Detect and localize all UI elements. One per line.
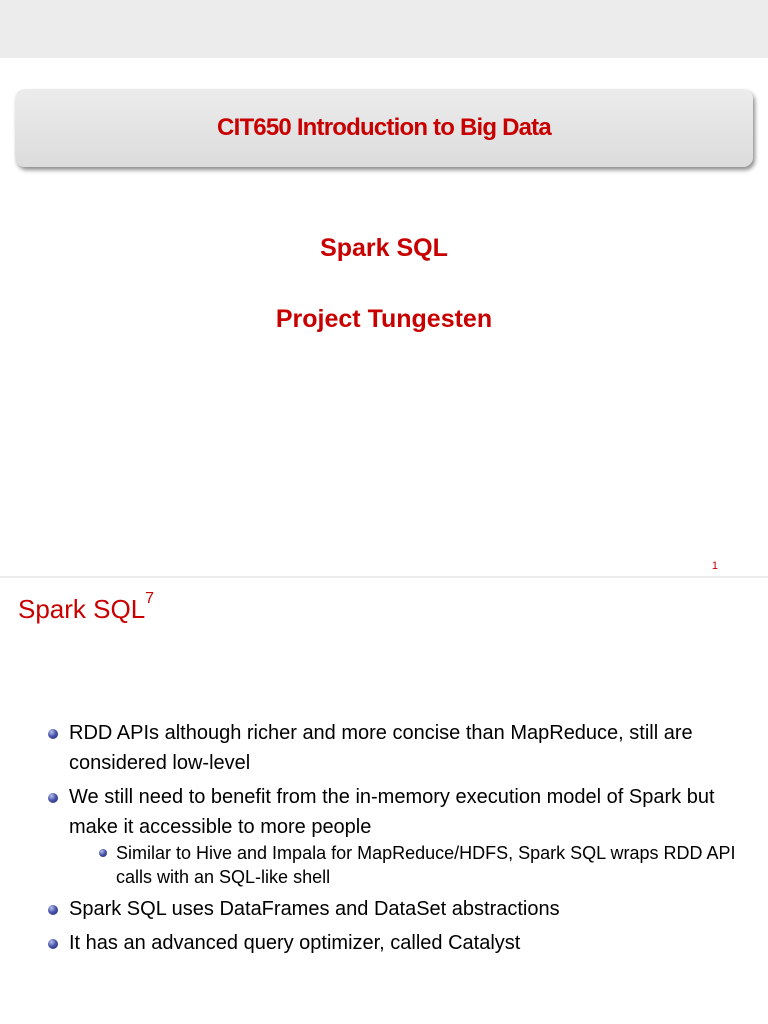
presentation-subtitle-1: Spark SQL <box>320 234 448 262</box>
title-box <box>15 89 753 167</box>
frame-title <box>18 590 155 625</box>
frame-title-text: Spark SQL <box>18 594 146 624</box>
blue-ball-bullet-icon <box>99 849 107 857</box>
sub-bullet-item <box>116 841 746 889</box>
blue-ball-bullet-icon <box>48 793 58 803</box>
sub-bullet-text: Similar to Hive and Impala for MapReduce/HDFS, Spark SQL wraps RDD API calls with an SQL-like shell <box>116 843 736 887</box>
bullet-item <box>69 928 749 958</box>
presentation-subtitle-2: Project Tungesten <box>275 305 493 333</box>
footnote-marker: 7 <box>145 590 155 607</box>
presentation-title: CIT650 Introduction to Big Data <box>217 114 551 141</box>
bullet-text: Spark SQL uses DataFrames and DataSet abstractions <box>69 898 560 920</box>
bullet-item <box>69 894 749 924</box>
blue-ball-bullet-icon <box>48 939 58 949</box>
bullet-text: We still need to benefit from the in-memory execution model of Spark but make it accessible to more people <box>69 786 715 838</box>
page-number: 1 <box>711 560 718 572</box>
blue-ball-bullet-icon <box>48 905 58 915</box>
bullet-text: RDD APIs although richer and more concise than MapReduce, still are considered low-level <box>69 722 693 774</box>
blue-ball-bullet-icon <box>48 729 58 739</box>
bullet-item <box>69 782 749 842</box>
bullet-item <box>69 718 749 778</box>
title-slide <box>0 58 768 576</box>
content-slide <box>0 578 768 1024</box>
bullet-text: It has an advanced query optimizer, called Catalyst <box>69 932 521 954</box>
